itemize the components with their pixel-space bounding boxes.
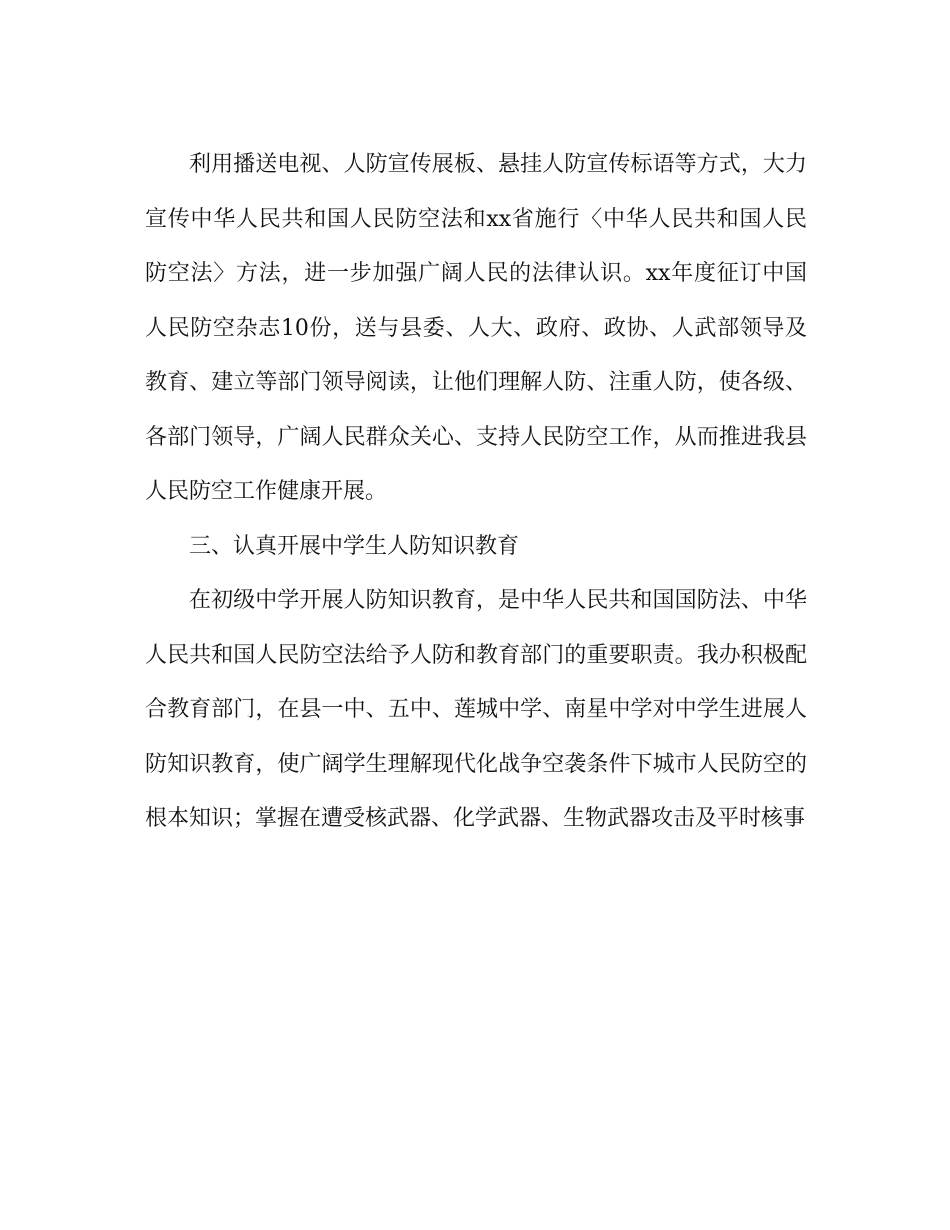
paragraph-education: 在初级中学开展人防知识教育，是中华人民共和国国防法、中华人民共和国人民防空法给予人防和教育部门的重要职责。我办积极配合教育部门，在县一中、五中、莲城中学、南星中学对中学生进展人防知识教育，使广阔学生理解现代化战争空袭条件下城市人民防空的根本知识；掌握在遭受核武器、化学武器、生物武器攻击及平时核事 — [145, 588, 807, 831]
paragraph-publicity: 利用播送电视、人防宣传展板、悬挂人防宣传标语等方式，大力宣传中华人民共和国人民防空法和xx省施行〈中华人民共和国人民防空法〉方法，进一步加强广阔人民的法律认识。xx年度征订中国人民防空杂志10份，送与县委、人大、政府、政协、人武部领导及教育、建立等部门领导阅读，让他们理解人防、注重人防，使各级、各部门领导，广阔人民群众关心、支持人民防空工作，从而推进我县人民防空工作健康开展。 — [145, 152, 807, 504]
section-heading: 三、认真开展中学生人防知识教育 — [189, 533, 520, 559]
document-body — [145, 138, 807, 847]
